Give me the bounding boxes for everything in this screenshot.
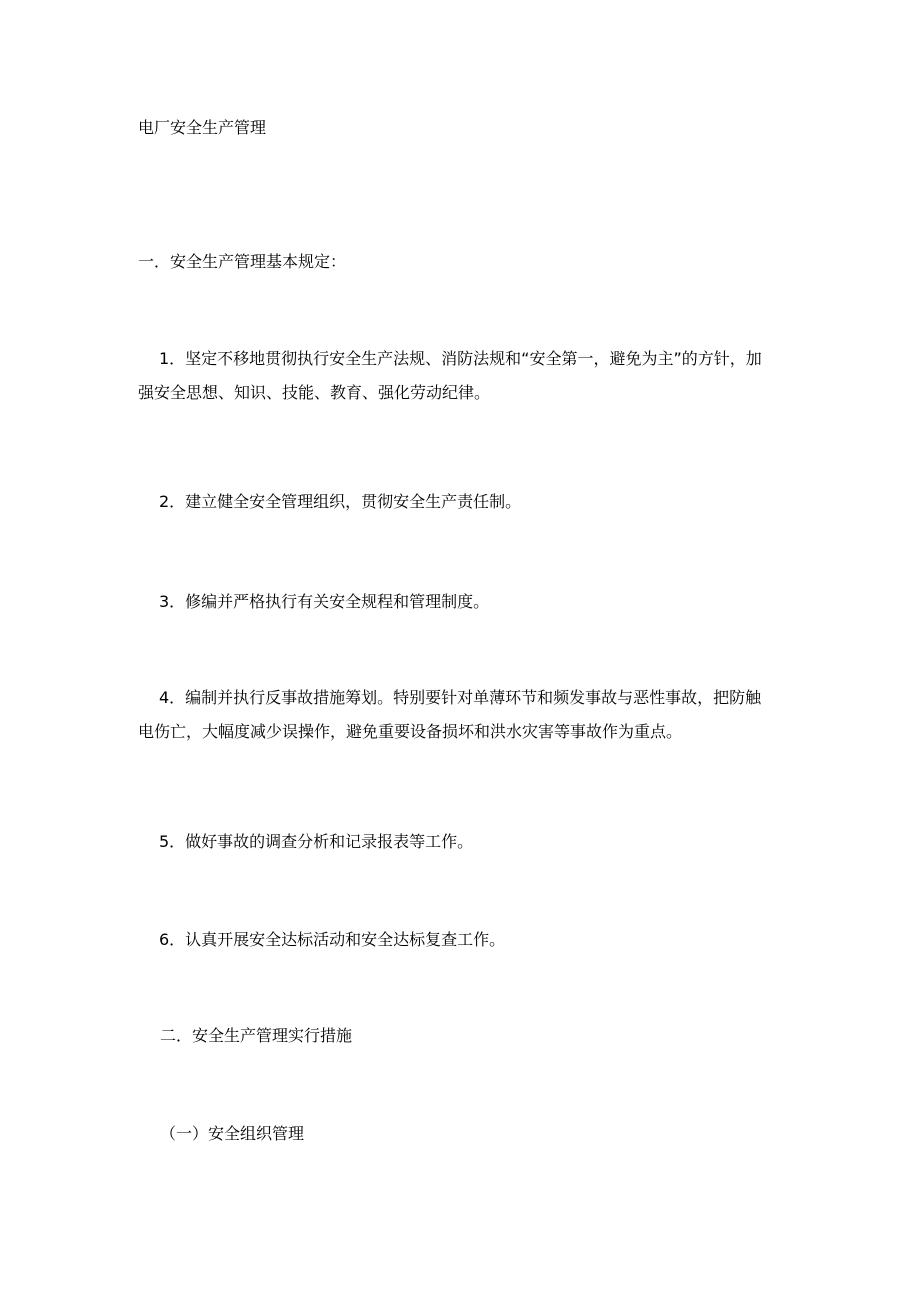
document-title: 电厂安全生产管理: [138, 118, 267, 137]
section-1-item-4: 4．编制并执行反事故措施筹划。特别要针对单薄环节和频发事故与恶性事故，把防触电伤亡，大幅度减少误操作，避免重要设备损坏和洪水灾害等事故作为重点。: [138, 688, 762, 741]
section-1-item-5: 5．做好事故的调查分析和记录报表等工作。: [159, 832, 474, 851]
section-1-heading: 一．安全生产管理基本规定：: [138, 252, 347, 271]
section-1-item-2: 2．建立健全安全管理组织，贯彻安全生产责任制。: [159, 492, 522, 511]
section-1-item-6: 6．认真开展安全达标活动和安全达标复查工作。: [159, 930, 506, 949]
section-2-subheading: （一）安全组织管理: [160, 1124, 305, 1143]
section-2-heading: 二．安全生产管理实行措施: [160, 1026, 353, 1045]
section-1-item-1: 1．坚定不移地贯彻执行安全生产法规、消防法规和“安全第一，避免为主”的方针，加强安全思想、知识、技能、教育、强化劳动纪律。: [138, 349, 762, 402]
section-1-item-3: 3．修编并严格执行有关安全规程和管理制度。: [159, 592, 490, 611]
